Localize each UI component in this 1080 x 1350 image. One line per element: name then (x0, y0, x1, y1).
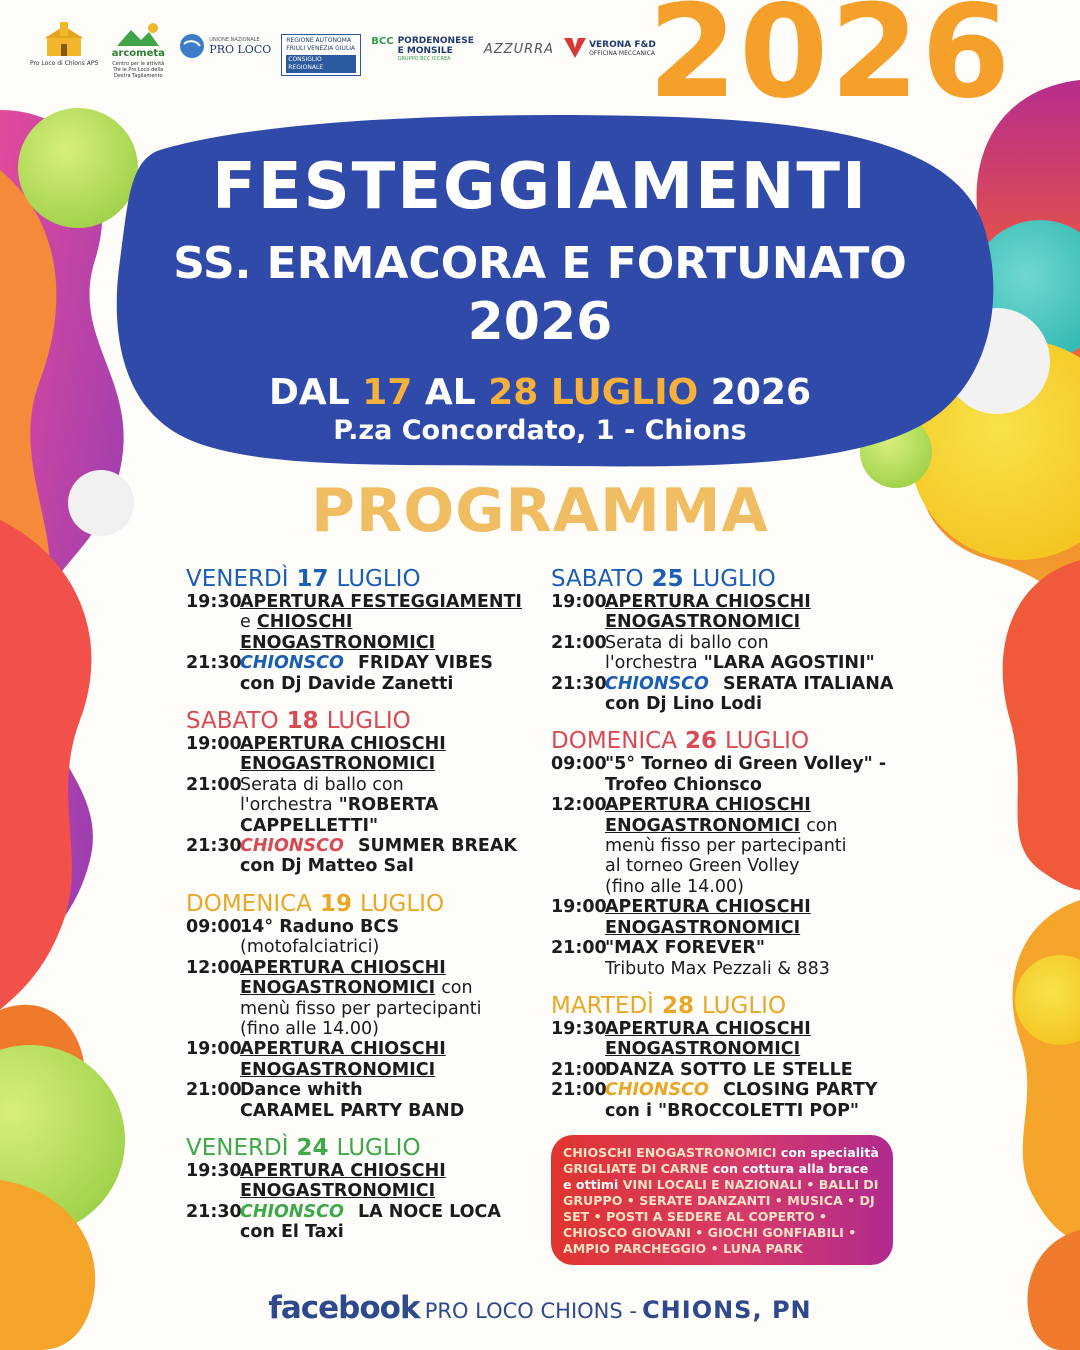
info-box (551, 1135, 893, 1265)
event-detail: l'orchestra (605, 653, 698, 674)
event-row (186, 775, 536, 836)
event-text (605, 938, 901, 979)
sponsor-verona (564, 38, 656, 58)
event-time: 12:00 (551, 795, 607, 816)
day-month: LUGLIO (336, 1134, 421, 1161)
day-weekday: DOMENICA (186, 890, 312, 917)
event-time: 12:00 (186, 957, 242, 978)
event-title: APERTURA CHIOSCHI (240, 1160, 446, 1181)
event-time: 19:30 (186, 1160, 242, 1181)
day-number: 17 (296, 566, 329, 592)
day-month: LUGLIO (326, 708, 411, 735)
sponsor-unpli-name: PRO LOCO (209, 42, 272, 56)
day-weekday: VENERDÌ (186, 566, 289, 592)
event-title: ENOGASTRONOMICI (605, 917, 801, 938)
event-row (186, 1161, 536, 1202)
event-title: DANZA SOTTO LE STELLE (605, 1059, 853, 1080)
event-title: ENOGASTRONOMICI (605, 612, 801, 633)
chionsco-logo: CHIONSCO (240, 653, 344, 674)
event-row (551, 1080, 901, 1121)
event-title: CARAMEL PARTY BAND (240, 1100, 465, 1121)
program-left-column (186, 566, 536, 1257)
event-title: "LARA AGOSTINI" (703, 653, 875, 674)
sponsor-azzurra-name: AZZURRA (483, 42, 555, 57)
event-title: SERATA ITALIANA (722, 673, 894, 694)
event-title: CLOSING PARTY (722, 1080, 878, 1101)
event-detail: con El Taxi (240, 1222, 344, 1243)
event-text (240, 592, 536, 653)
event-text (605, 795, 901, 897)
event-text (240, 836, 536, 877)
footer (0, 1290, 1080, 1326)
event-text (605, 674, 901, 715)
sponsor-regione-band: CONSIGLIO REGIONALE (286, 55, 356, 73)
v-logo-icon (564, 38, 586, 58)
day-heading (551, 566, 901, 592)
event-text (240, 1039, 536, 1080)
day-heading (186, 1135, 536, 1161)
day-domenica-26 (551, 728, 901, 978)
sponsor-bcc-name1: PORDENONESE (397, 36, 474, 46)
event-title: APERTURA CHIOSCHI (240, 734, 446, 755)
event-place: P.za Concordato, 1 - Chions (333, 415, 747, 446)
day-heading (551, 993, 901, 1019)
title-line3: 2026 (467, 292, 613, 352)
info-highlight: CHIOSCHI ENOGASTRONOMICI (563, 1145, 777, 1160)
event-text (605, 897, 901, 938)
event-title: Trofeo Chionsco (605, 774, 762, 795)
day-venerdi-17 (186, 566, 536, 694)
event-detail: al torneo Green Volley (605, 856, 800, 877)
event-row (551, 633, 901, 674)
sponsor-arcometa-name: arcometa (111, 48, 165, 59)
event-time: 21:00 (186, 1080, 242, 1101)
day-venerdi-24 (186, 1135, 536, 1243)
event-row (186, 836, 536, 877)
event-text (605, 633, 901, 674)
event-detail: l'orchestra (240, 795, 333, 816)
day-weekday: SABATO (186, 708, 279, 735)
facebook-logo[interactable]: facebook (268, 1290, 420, 1326)
event-row (551, 674, 901, 715)
event-text (240, 775, 536, 836)
event-text (240, 1080, 536, 1121)
event-row (551, 1060, 901, 1080)
day-month: LUGLIO (702, 992, 787, 1019)
day-heading (551, 728, 901, 754)
event-text (605, 1060, 901, 1080)
event-time: 09:00 (551, 754, 607, 775)
event-time: 19:30 (551, 1018, 607, 1039)
programma-heading: PROGRAMMA (311, 476, 769, 546)
sponsor-bcc-name2: E MONSILE (397, 46, 453, 56)
day-number: 18 (286, 708, 319, 735)
day-heading (186, 708, 536, 734)
day-month: LUGLIO (725, 728, 810, 755)
event-connector: e (240, 612, 251, 633)
day-number: 25 (651, 566, 684, 592)
event-title: APERTURA CHIOSCHI (605, 897, 811, 918)
event-text (240, 1161, 536, 1202)
dates-start: 17 (362, 372, 413, 413)
day-heading (186, 566, 536, 592)
dates-dal: DAL (268, 372, 350, 413)
event-text (240, 958, 536, 1040)
chionsco-logo: CHIONSCO (240, 1201, 344, 1222)
event-title: LA NOCE LOCA (357, 1201, 501, 1222)
event-time: 21:00 (551, 632, 607, 653)
event-row (186, 734, 536, 775)
event-text (240, 653, 536, 694)
event-text (605, 1019, 901, 1060)
event-time: 09:00 (186, 916, 242, 937)
footer-place: CHIONS, PN (642, 1296, 812, 1324)
sponsor-arcometa-sub: Centro per le attività Tre le Pro Loco della Destra Tagliamento (112, 61, 165, 79)
day-domenica-19 (186, 891, 536, 1121)
sponsor-bcc (371, 36, 474, 62)
event-dates (0, 372, 1080, 413)
event-detail: con i "BROCCOLETTI POP" (605, 1100, 860, 1121)
event-title: APERTURA CHIOSCHI (240, 957, 446, 978)
event-detail: con Dj Matteo Sal (240, 856, 414, 877)
day-weekday: MARTEDÌ (551, 992, 654, 1019)
event-text (240, 734, 536, 775)
sponsor-proloco-chions-label: Pro Loco di Chions APS (30, 60, 99, 67)
event-time: 21:00 (551, 1059, 607, 1080)
church-icon (41, 22, 87, 58)
sponsor-azzurra (484, 42, 554, 57)
event-time: 21:00 (551, 938, 607, 959)
chionsco-logo: CHIONSCO (605, 673, 709, 694)
event-row (551, 1019, 901, 1060)
event-title: ENOGASTRONOMICI (605, 815, 801, 836)
event-row (186, 653, 536, 694)
event-time: 19:00 (186, 734, 242, 755)
chionsco-logo: CHIONSCO (240, 836, 344, 857)
event-text (605, 592, 901, 633)
event-text (605, 1080, 901, 1121)
sponsor-verona-name: VERONA F&D (589, 39, 656, 50)
dates-year: 2026 (710, 372, 811, 413)
event-row (186, 1202, 536, 1243)
event-text (605, 754, 901, 795)
sponsor-arcometa (108, 22, 168, 79)
event-title: CAPPELLETTI" (240, 815, 379, 836)
event-detail: menù fisso per partecipanti (240, 998, 482, 1019)
event-row (186, 917, 536, 958)
day-weekday: VENERDÌ (186, 1134, 289, 1161)
event-title: APERTURA CHIOSCHI (605, 592, 811, 612)
sponsor-bcc-mark: BCC (371, 36, 394, 47)
event-text (240, 1202, 536, 1243)
day-number: 26 (685, 728, 718, 755)
globe-icon (178, 32, 206, 60)
event-time: 19:00 (551, 897, 607, 918)
event-title: ENOGASTRONOMICI (240, 632, 436, 653)
sponsor-regione-top: REGIONE AUTONOMA FRIULI VENEZIA GIULIA (286, 37, 356, 52)
day-weekday: SABATO (551, 566, 644, 592)
event-title: "ROBERTA (338, 795, 439, 816)
event-title: Dance whith (240, 1080, 363, 1101)
event-row (186, 958, 536, 1040)
day-month: LUGLIO (691, 566, 776, 592)
info-highlight: VINI LOCALI E NAZIONALI (622, 1177, 802, 1192)
event-title: SUMMER BREAK (357, 836, 517, 857)
dates-end: 28 LUGLIO (488, 372, 699, 413)
event-text (240, 917, 536, 958)
event-row (551, 938, 901, 979)
event-time: 21:00 (186, 774, 242, 795)
event-detail: (motofalciatrici) (240, 937, 380, 958)
sponsor-bcc-sub: GRUPPO BCC ICCREA (397, 56, 451, 62)
event-detail: con Dj Lino Lodi (605, 694, 762, 715)
event-time: 19:00 (186, 1039, 242, 1060)
info-text: con cottura alla brace e ottimi (563, 1161, 869, 1192)
event-time: 21:00 (551, 1080, 607, 1101)
event-title: CHIOSCHI (256, 612, 353, 633)
event-row (186, 1039, 536, 1080)
event-row (551, 754, 901, 795)
event-detail: Serata di ballo con (240, 774, 404, 795)
day-number: 19 (320, 890, 353, 917)
sponsor-unpli-top: UNIONE NAZIONALE (209, 36, 260, 43)
event-detail: (fino alle 14.00) (605, 876, 744, 897)
sponsor-regione (281, 34, 361, 76)
event-row (551, 795, 901, 897)
event-title: ENOGASTRONOMICI (605, 1039, 801, 1060)
title-line2: SS. ERMACORA E FORTUNATO (173, 238, 907, 289)
day-month: LUGLIO (360, 890, 445, 917)
event-title: FRIDAY VIBES (357, 653, 494, 674)
event-row (186, 1080, 536, 1121)
day-month: LUGLIO (336, 566, 421, 592)
event-title: "MAX FOREVER" (605, 938, 766, 959)
title-line1: FESTEGGIAMENTI (212, 150, 868, 224)
event-title: ENOGASTRONOMICI (240, 978, 436, 999)
event-title: 14° Raduno BCS (240, 916, 400, 937)
event-title: ENOGASTRONOMICI (240, 1059, 436, 1080)
event-row (551, 897, 901, 938)
sponsor-unpli (178, 32, 271, 60)
day-martedi-28 (551, 993, 901, 1121)
info-text: con specialità (780, 1145, 879, 1160)
event-title: APERTURA CHIOSCHI (605, 795, 811, 816)
event-time: 19:30 (186, 592, 242, 612)
day-number: 28 (661, 992, 694, 1019)
sponsor-proloco-chions (30, 22, 98, 67)
event-title: "5° Torneo di Green Volley" - (605, 754, 887, 775)
day-number: 24 (296, 1134, 329, 1161)
info-highlight: • BALLI DI GRUPPO • SERATE DANZANTI • MUSICA • DJ SET • POSTI A SEDERE AL COPERTO • CHIOSCO GIOVANI • GIOCHI GONFIABILI • AMPIO PARCHEGGIO • LUNA PARK (563, 1177, 879, 1256)
event-connector: con (806, 815, 838, 836)
event-time: 21:30 (186, 1201, 242, 1222)
event-detail: (fino alle 14.00) (240, 1018, 379, 1039)
program-right-column (551, 566, 901, 1135)
event-connector: con (441, 978, 473, 999)
sponsor-logos (30, 22, 656, 92)
chionsco-logo: CHIONSCO (605, 1080, 709, 1101)
day-sabato-25 (551, 566, 901, 714)
event-detail: Serata di ballo con (605, 632, 769, 653)
day-heading (186, 891, 536, 917)
event-detail: Tributo Max Pezzali & 883 (605, 958, 830, 979)
event-time: 21:30 (186, 836, 242, 857)
event-title: ENOGASTRONOMICI (240, 1181, 436, 1202)
event-title: ENOGASTRONOMICI (240, 754, 436, 775)
footer-page-name: PRO LOCO CHIONS - (424, 1299, 637, 1323)
event-time: 19:00 (551, 592, 607, 612)
event-time: 21:30 (551, 673, 607, 694)
sponsor-verona-sub: OFFICINA MECCANICA (589, 49, 655, 57)
event-time: 21:30 (186, 653, 242, 674)
mountain-logo-icon (115, 22, 161, 48)
day-sabato-18 (186, 708, 536, 877)
day-weekday: DOMENICA (551, 728, 677, 755)
event-title: APERTURA FESTEGGIAMENTI (240, 592, 522, 612)
event-row (551, 592, 901, 633)
info-highlight: GRIGLIATE DI CARNE (563, 1161, 709, 1176)
event-row (186, 592, 536, 653)
event-detail: con Dj Davide Zanetti (240, 673, 454, 694)
dates-al: AL (424, 372, 476, 413)
event-title: APERTURA CHIOSCHI (240, 1039, 446, 1060)
big-year: 2026 (648, 0, 1013, 127)
event-detail: menù fisso per partecipanti (605, 836, 847, 857)
event-title: APERTURA CHIOSCHI (605, 1018, 811, 1039)
